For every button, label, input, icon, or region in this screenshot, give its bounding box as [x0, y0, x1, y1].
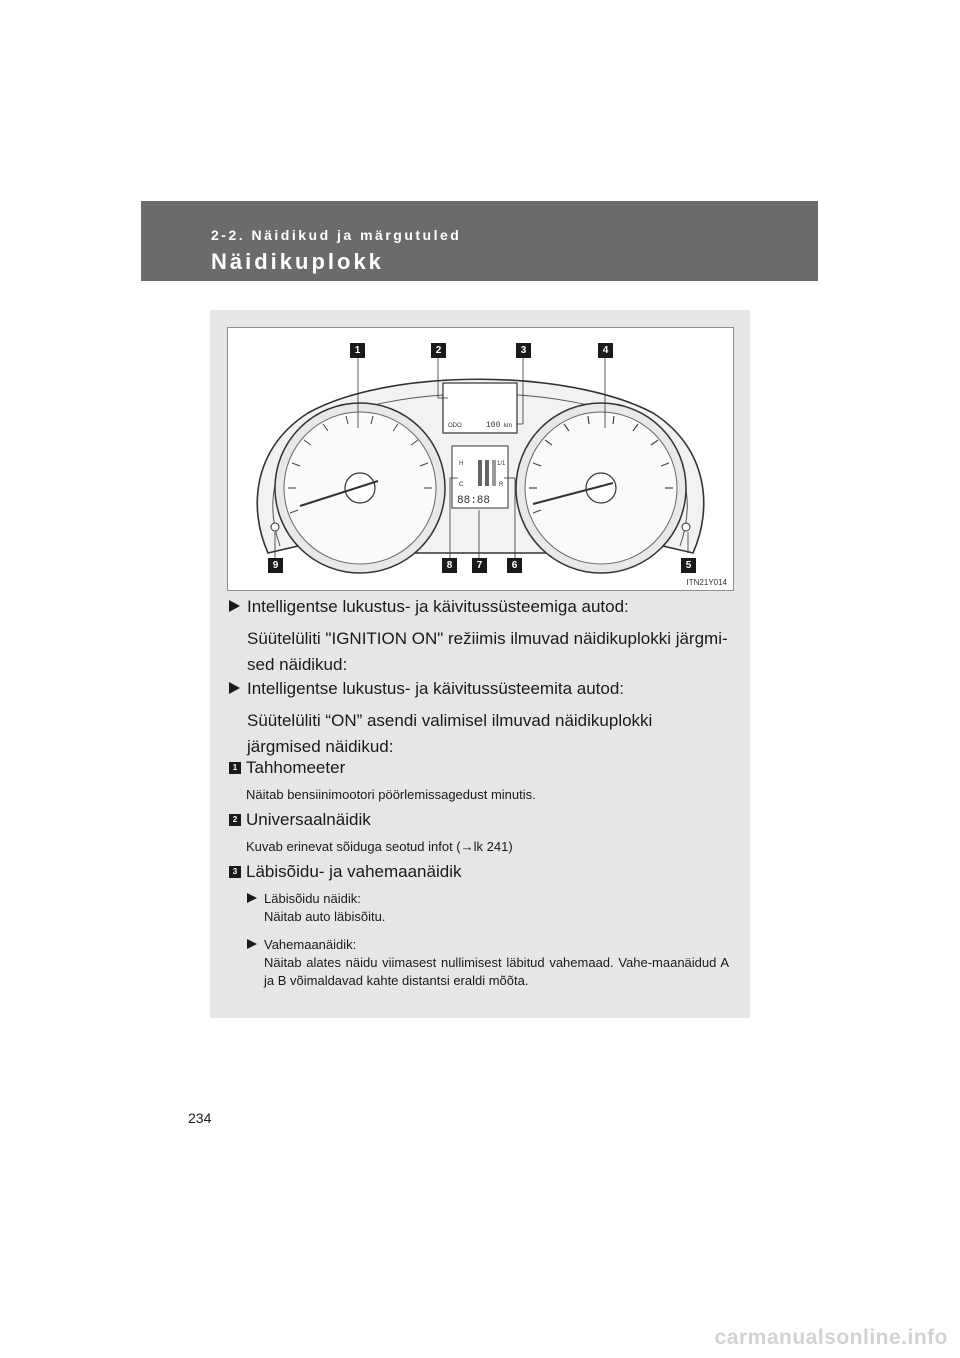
- fuel-r-label: R: [499, 482, 504, 488]
- item-number-badge: 3: [229, 866, 241, 878]
- callout-6: 6: [507, 558, 522, 573]
- item-number-badge: 1: [229, 762, 241, 774]
- subitem-body: Näitab alates näidu viimasest nullimisest läbitud vahemaad. Vahe-maanäidud A ja B võimaldavad kahte distantsi eraldi mõõta.: [264, 955, 729, 988]
- intro-item-no-smart-key: [229, 676, 729, 760]
- arrow-bullet-icon: [229, 682, 240, 694]
- item-description: Näitab bensiinimootori pöörlemissagedust minutis.: [246, 787, 536, 802]
- callout-9: 9: [268, 558, 283, 573]
- page-number: 234: [188, 1110, 212, 1126]
- callout-3: 3: [516, 343, 531, 358]
- fuel-full-label: 1/1: [497, 461, 506, 467]
- intro-item-smart-key: [229, 594, 729, 678]
- temp-hot-label: H: [459, 461, 464, 467]
- subitem-head: Läbisõidu näidik:: [264, 891, 361, 906]
- instrument-cluster-figure: [227, 327, 734, 591]
- arrow-bullet-icon: [247, 939, 257, 949]
- callout-8: 8: [442, 558, 457, 573]
- odo-label: ODO: [448, 423, 462, 429]
- figure-code: ITN21Y014: [686, 578, 727, 587]
- trip-value: 100: [486, 421, 501, 430]
- intro-item-body: Süütelüliti “ON” asendi valimisel ilmuvad näidikuplokki järgmised näidikud:: [247, 711, 653, 756]
- intro-item-body: Süütelüliti "IGNITION ON" režiimis ilmuvad näidikuplokki järgmi-sed näidikud:: [247, 629, 728, 674]
- arrow-bullet-icon: [247, 893, 257, 903]
- watermark: carmanualsonline.info: [714, 1326, 948, 1349]
- item-description: Kuvab erinevat sõiduga seotud infot (→lk 241): [246, 839, 513, 854]
- subitem-odometer: [247, 890, 729, 926]
- item-label: Universaalnäidik: [246, 810, 371, 829]
- instrument-cluster-illustration: [228, 328, 733, 590]
- subitem-head: Vahemaanäidik:: [264, 937, 357, 952]
- section-header: [141, 201, 818, 281]
- arrow-bullet-icon: [229, 600, 240, 612]
- trip-unit: km: [504, 423, 512, 429]
- intro-item-head: Intelligentse lukustus- ja käivitussüsteemita autod:: [247, 679, 625, 698]
- callout-4: 4: [598, 343, 613, 358]
- callout-1: 1: [350, 343, 365, 358]
- item-number-badge: 2: [229, 814, 241, 826]
- callout-5: 5: [681, 558, 696, 573]
- item-label: Tahhomeeter: [246, 758, 346, 777]
- intro-item-head: Intelligentse lukustus- ja käivitussüsteemiga autod:: [247, 597, 629, 616]
- subitem-body: Näitab auto läbisõitu.: [264, 909, 386, 924]
- callout-7: 7: [472, 558, 487, 573]
- subitem-tripmeter: [247, 936, 729, 990]
- clock-display: 88:88: [457, 495, 491, 507]
- section-label: 2-2. Näidikud ja märgutuled: [211, 227, 462, 243]
- page-title: Näidikuplokk: [211, 249, 384, 274]
- callout-2: 2: [431, 343, 446, 358]
- temp-cold-label: C: [459, 482, 464, 488]
- item-label: Läbisõidu- ja vahemaanäidik: [246, 862, 462, 881]
